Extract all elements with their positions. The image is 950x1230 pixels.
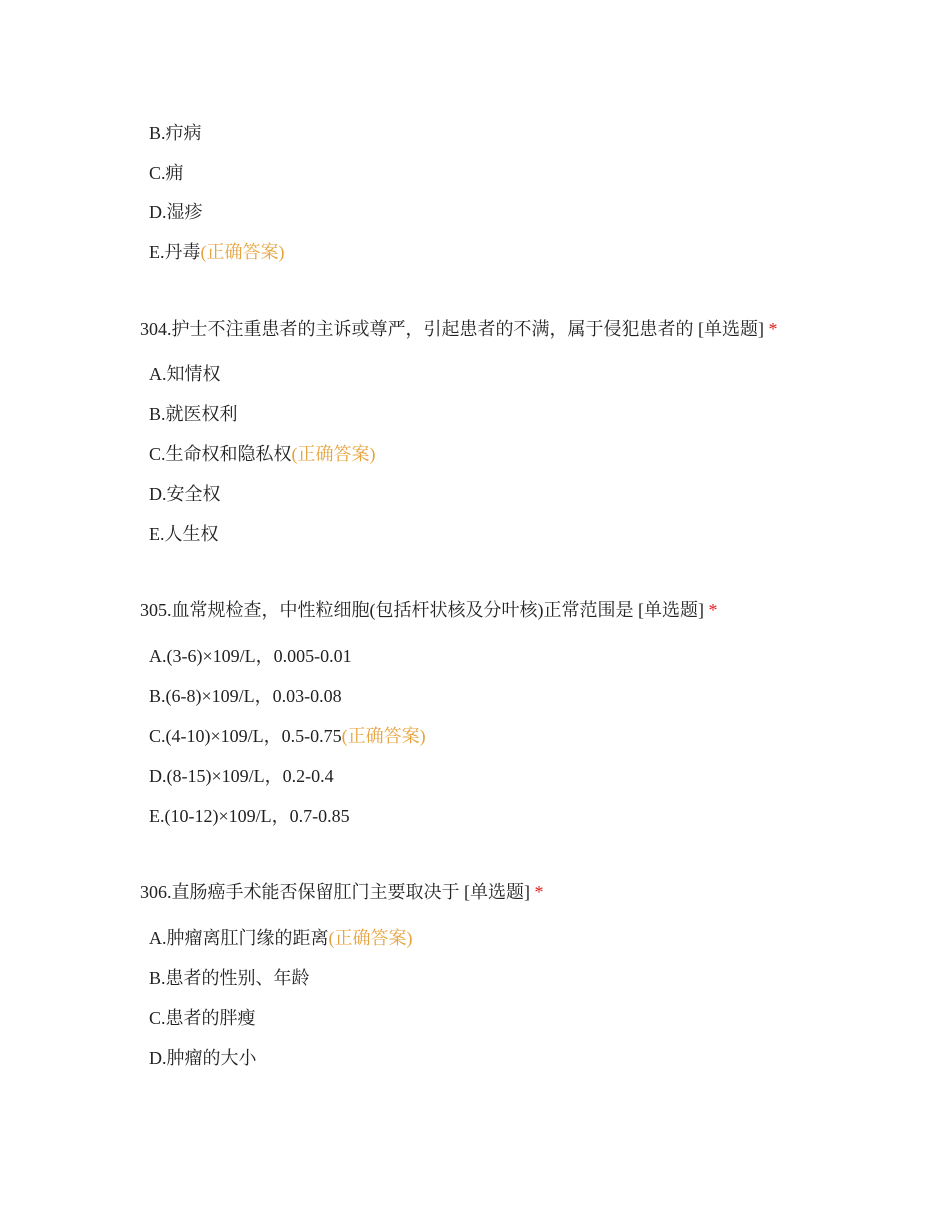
required-mark: * <box>708 600 718 620</box>
question-305-title <box>140 598 717 622</box>
q305-option-a <box>149 644 352 668</box>
option-text: C.生命权和隐私权 <box>149 444 292 464</box>
q306-option-b <box>149 966 310 990</box>
option-text: E.丹毒 <box>149 242 201 262</box>
option-text: B.患者的性别、年龄 <box>149 968 310 988</box>
question-text: 306.直肠癌手术能否保留肛门主要取决于 [单选题] <box>140 882 530 902</box>
q306-option-c <box>149 1006 256 1030</box>
option-text: D.肿瘤的大小 <box>149 1048 257 1068</box>
option-text: A.知情权 <box>149 364 221 384</box>
prev-option-e <box>149 240 285 264</box>
correct-answer-tag: (正确答案) <box>291 444 376 464</box>
q306-option-a <box>149 926 413 950</box>
q304-option-c <box>149 442 376 466</box>
question-306-title <box>140 880 544 904</box>
prev-option-c <box>149 161 184 185</box>
required-mark: * <box>768 319 778 339</box>
option-text: D.安全权 <box>149 484 221 504</box>
option-text: D.湿疹 <box>149 202 203 222</box>
q304-option-a <box>149 362 221 386</box>
option-text: B.就医权利 <box>149 404 238 424</box>
q305-option-c <box>149 724 426 748</box>
q305-option-d <box>149 764 334 788</box>
q306-option-d <box>149 1046 257 1070</box>
option-text: E.(10-12)×109/L，0.7-0.85 <box>149 806 350 826</box>
correct-answer-tag: (正确答案) <box>328 928 413 948</box>
correct-answer-tag: (正确答案) <box>341 726 426 746</box>
q304-option-b <box>149 402 238 426</box>
q304-option-d <box>149 482 221 506</box>
option-text: A.(3-6)×109/L，0.005-0.01 <box>149 646 352 666</box>
option-text: C.患者的胖瘦 <box>149 1008 256 1028</box>
option-text: C.(4-10)×109/L，0.5-0.75 <box>149 726 342 746</box>
option-text: C.痈 <box>149 163 184 183</box>
prev-option-d <box>149 200 203 224</box>
required-mark: * <box>534 882 544 902</box>
option-text: D.(8-15)×109/L，0.2-0.4 <box>149 766 334 786</box>
option-text: B.疖病 <box>149 123 202 143</box>
prev-option-b <box>149 121 202 145</box>
question-text: 304.护士不注重患者的主诉或尊严，引起患者的不满，属于侵犯患者的 [单选题] <box>140 319 764 339</box>
q305-option-e <box>149 804 350 828</box>
option-text: E.人生权 <box>149 524 219 544</box>
correct-answer-tag: (正确答案) <box>200 242 285 262</box>
option-text: B.(6-8)×109/L，0.03-0.08 <box>149 686 342 706</box>
q304-option-e <box>149 522 219 546</box>
question-304-title <box>140 317 778 341</box>
option-text: A.肿瘤离肛门缘的距离 <box>149 928 329 948</box>
q305-option-b <box>149 684 342 708</box>
question-text: 305.血常规检查，中性粒细胞(包括杆状核及分叶核)正常范围是 [单选题] <box>140 600 704 620</box>
